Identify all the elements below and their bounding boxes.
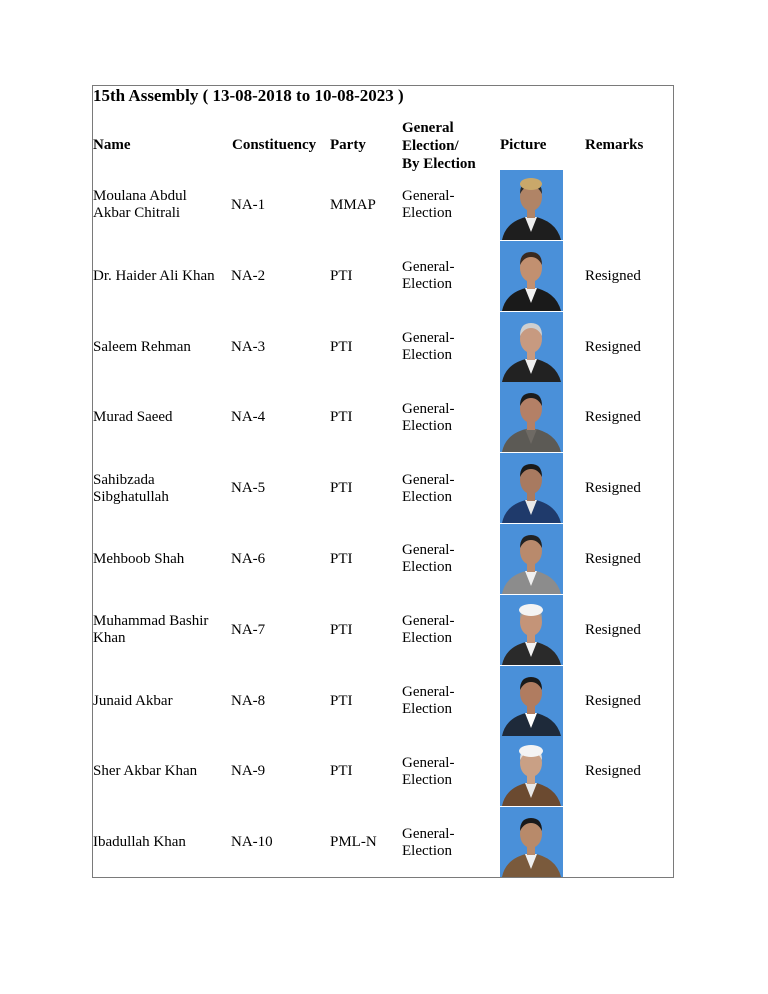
member-name-line: Akbar Chitrali <box>93 205 181 222</box>
member-name-line: Dr. Haider Ali Khan <box>93 267 215 284</box>
member-election-type <box>402 401 454 435</box>
member-photo <box>500 666 563 736</box>
member-party-line: PML-N <box>330 834 377 851</box>
member-constituency <box>231 339 265 356</box>
member-photo <box>500 453 563 523</box>
member-constituency-line: NA-9 <box>231 763 266 780</box>
member-election-type <box>402 542 454 576</box>
member-party-line: PTI <box>330 338 353 355</box>
member-remarks <box>585 409 641 426</box>
member-constituency <box>231 834 273 851</box>
member-party <box>330 834 377 851</box>
member-constituency <box>231 693 265 710</box>
member-party <box>330 763 353 780</box>
member-name <box>93 339 191 356</box>
member-election-type <box>402 613 454 647</box>
member-name-line: Moulana Abdul <box>93 188 187 205</box>
member-constituency-line: NA-10 <box>231 834 273 851</box>
member-constituency <box>231 551 265 568</box>
member-name-line: Junaid Akbar <box>93 692 173 709</box>
member-election-type-line: Election <box>402 347 452 363</box>
member-election-type-line: General- <box>402 754 455 771</box>
member-name <box>93 613 208 647</box>
member-party <box>330 268 353 285</box>
member-election-type-line: General- <box>402 613 455 630</box>
member-remarks <box>585 551 641 568</box>
member-remarks-line: Resigned <box>585 480 641 497</box>
member-name-line: Mehboob Shah <box>93 550 185 567</box>
member-election-type-line: General- <box>402 825 455 842</box>
member-remarks <box>585 763 641 780</box>
member-election-type-line: General- <box>402 400 455 417</box>
member-constituency-line: NA-4 <box>231 409 266 426</box>
member-name <box>93 268 215 285</box>
member-election-type-line: General- <box>402 188 455 205</box>
member-name <box>93 551 184 568</box>
member-election-type-line: Election <box>402 630 452 647</box>
member-constituency-line: NA-7 <box>231 621 266 638</box>
member-election-type <box>402 188 454 222</box>
col-header-constituency: Constituency <box>232 137 317 153</box>
member-election-type-line: General- <box>402 259 455 276</box>
member-constituency-line: NA-1 <box>231 196 266 213</box>
member-election-type-line: General- <box>402 471 455 488</box>
member-party-line: PTI <box>330 621 353 638</box>
member-name-line: Khan <box>93 630 126 647</box>
member-name-line: Sibghatullah <box>93 488 169 505</box>
member-name-line: Muhammad Bashir <box>93 613 209 630</box>
col-header-picture: Picture <box>500 137 547 153</box>
member-remarks-line: Resigned <box>585 550 641 567</box>
member-party-line: PTI <box>330 763 353 780</box>
col-header-name: Name <box>93 137 131 153</box>
member-election-type-line: Election <box>402 276 452 293</box>
member-constituency-line: NA-3 <box>231 338 266 355</box>
member-remarks <box>585 480 641 497</box>
member-party-line: PTI <box>330 480 353 497</box>
col-header-remarks: Remarks <box>585 137 644 153</box>
member-party <box>330 480 353 497</box>
member-constituency <box>231 763 265 780</box>
member-name <box>93 409 173 426</box>
member-constituency-line: NA-6 <box>231 550 266 567</box>
member-election-type <box>402 826 454 860</box>
col-header-party: Party <box>330 137 366 153</box>
member-election-type-line: Election <box>402 417 452 434</box>
member-party-line: MMAP <box>330 196 376 213</box>
member-remarks <box>585 339 641 356</box>
member-name-line: Ibadullah Khan <box>93 834 186 851</box>
member-remarks-line: Resigned <box>585 692 641 709</box>
member-name <box>93 834 186 851</box>
member-party <box>330 693 353 710</box>
member-election-type-line: Election <box>402 205 452 222</box>
member-photo <box>500 736 563 806</box>
member-remarks <box>585 268 641 285</box>
member-remarks <box>585 693 641 710</box>
member-election-type-line: Election <box>402 559 452 576</box>
member-constituency <box>231 409 265 426</box>
member-name <box>93 472 169 506</box>
col-header-election-line3: By Election <box>402 156 476 172</box>
member-party <box>330 197 376 214</box>
member-name <box>93 693 173 710</box>
member-name-line: Saleem Rehman <box>93 338 191 355</box>
member-constituency <box>231 268 265 285</box>
member-constituency-line: NA-5 <box>231 480 266 497</box>
member-photo <box>500 170 563 240</box>
col-header-election-line2: Election/ <box>402 138 459 154</box>
member-election-type-line: Election <box>402 771 452 788</box>
col-header-election-line1: General <box>402 120 454 136</box>
member-constituency-line: NA-8 <box>231 692 266 709</box>
member-election-type <box>402 755 454 789</box>
member-election-type <box>402 259 454 293</box>
member-name-line: Sher Akbar Khan <box>93 763 198 780</box>
member-party <box>330 339 353 356</box>
member-election-type <box>402 330 454 364</box>
member-election-type-line: Election <box>402 488 452 505</box>
member-election-type <box>402 684 454 718</box>
member-remarks-line: Resigned <box>585 621 641 638</box>
member-constituency <box>231 622 265 639</box>
member-election-type-line: General- <box>402 684 455 700</box>
member-constituency <box>231 480 265 497</box>
member-photo <box>500 807 563 877</box>
member-election-type-line: General- <box>402 330 455 346</box>
member-photo <box>500 595 563 665</box>
member-constituency <box>231 197 265 214</box>
member-remarks-line: Resigned <box>585 267 641 284</box>
member-photo <box>500 241 563 311</box>
member-remarks-line: Resigned <box>585 763 641 780</box>
member-party <box>330 409 353 426</box>
member-election-type <box>402 472 454 506</box>
member-photo <box>500 312 563 382</box>
member-name-line: Murad Saeed <box>93 409 173 426</box>
member-election-type-line: General- <box>402 542 455 559</box>
member-remarks-line: Resigned <box>585 338 641 355</box>
member-party-line: PTI <box>330 692 353 709</box>
table-title: 15th Assembly ( 13-08-2018 to 10-08-2023 ) <box>93 86 404 105</box>
member-party <box>330 551 353 568</box>
member-party-line: PTI <box>330 409 353 426</box>
member-constituency-line: NA-2 <box>231 267 266 284</box>
col-header-election <box>402 119 476 173</box>
member-party-line: PTI <box>330 267 353 284</box>
member-name <box>93 763 197 780</box>
member-party-line: PTI <box>330 550 353 567</box>
member-election-type-line: Election <box>402 701 452 717</box>
member-remarks <box>585 622 641 639</box>
member-photo <box>500 382 563 452</box>
member-name-line: Sahibzada <box>93 471 155 488</box>
member-name <box>93 188 187 222</box>
member-party <box>330 622 353 639</box>
member-photo <box>500 524 563 594</box>
member-election-type-line: Election <box>402 842 452 859</box>
member-remarks-line: Resigned <box>585 409 641 426</box>
